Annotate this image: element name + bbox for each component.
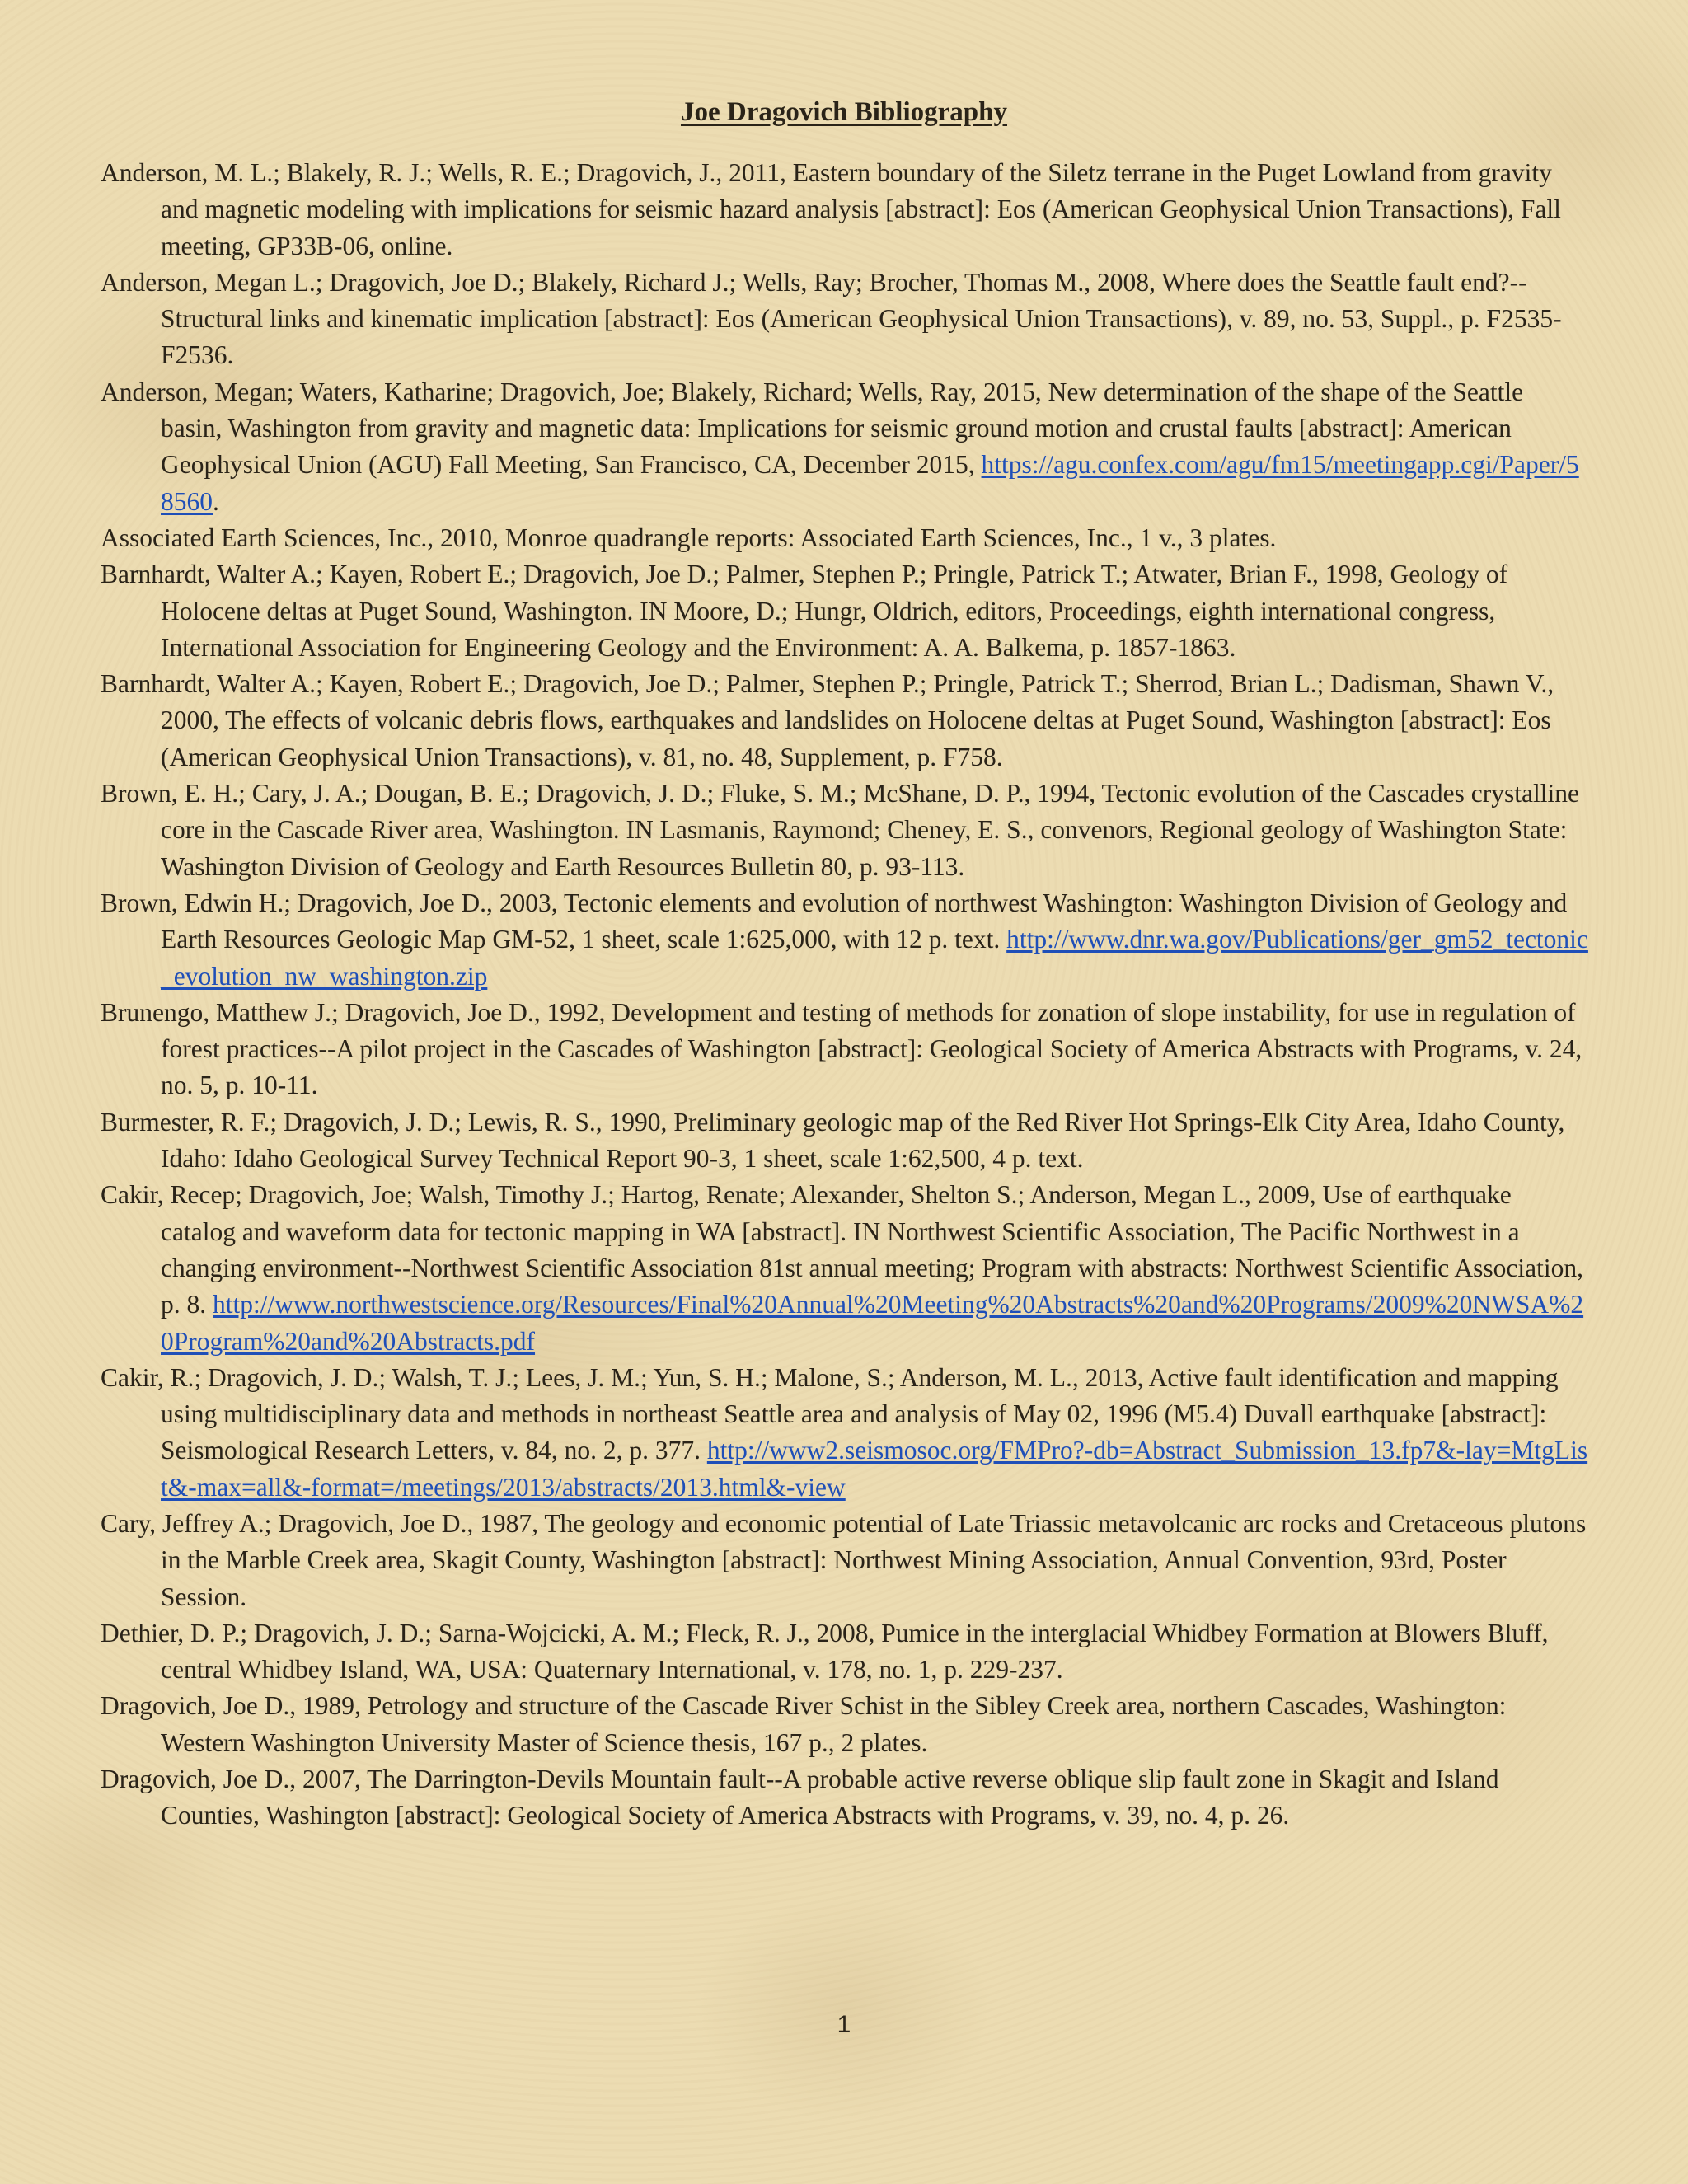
bibliography-entry xyxy=(101,885,1591,995)
bibliography-entry xyxy=(101,1506,1591,1615)
entry-text: Associated Earth Sciences, Inc., 2010, Monroe quadrangle reports: Associated Earth Sciences, Inc., 1 v., 3 plates. xyxy=(101,523,1277,552)
bibliography-entry xyxy=(101,374,1591,520)
entry-link[interactable]: http://www2.seismosoc.org/FMPro?-db=Abstract_Submission_13.fp7&-lay=MtgList&-max=all&-format=/meetings/2013/abstracts/2013.html&-view xyxy=(161,1436,1588,1502)
bibliography-entry xyxy=(101,520,1591,556)
bibliography-entry xyxy=(101,1177,1591,1359)
bibliography-entry xyxy=(101,776,1591,885)
bibliography-entry xyxy=(101,1104,1591,1178)
entry-text: Dethier, D. P.; Dragovich, J. D.; Sarna-Wojcicki, A. M.; Fleck, R. J., 2008, Pumice in the interglacial Whidbey Formation at Blowers Bluff, central Whidbey Island, WA, USA: Quaternary International, v. 178, no. 1, p. 229-237. xyxy=(101,1618,1549,1685)
entry-text: Anderson, M. L.; Blakely, R. J.; Wells, R. E.; Dragovich, J., 2011, Eastern boundary of the Siletz terrane in the Puget Lowland from gravity and magnetic modeling with implications for seismic hazard analysis [abstract]: Eos (American Geophysical Union Transactions), Fall meeting, GP33B-06, online. xyxy=(101,158,1561,260)
entry-trailing-text: . xyxy=(213,486,219,516)
bibliography-entry xyxy=(101,995,1591,1104)
entry-text: Barnhardt, Walter A.; Kayen, Robert E.; Dragovich, Joe D.; Palmer, Stephen P.; Pringle, Patrick T.; Sherrod, Brian L.; Dadisman, Shawn V., 2000, The effects of volcanic debris flows, earthquakes and landslides on Holocene deltas at Puget Sound, Washington [abstract]: Eos (American Geophysical Union Transactions), v. 81, no. 48, Supplement, p. F758. xyxy=(101,669,1554,771)
bibliography-entry xyxy=(101,265,1591,374)
entry-text: Barnhardt, Walter A.; Kayen, Robert E.; Dragovich, Joe D.; Palmer, Stephen P.; Pringle, Patrick T.; Atwater, Brian F., 1998, Geology of Holocene deltas at Puget Sound, Washington. IN Moore, D.; Hungr, Oldrich, editors, Proceedings, eighth international congress, International Association for Engineering Geology and the Environment: A. A. Balkema, p. 1857-1863. xyxy=(101,560,1508,662)
entry-text: Brown, Edwin H.; Dragovich, Joe D., 2003, Tectonic elements and evolution of northwest Washington: Washington Division of Geology and Earth Resources Geologic Map GM-52, 1 sheet, scale 1:625,000, with 12 p. text. xyxy=(101,888,1568,954)
entry-text: Dragovich, Joe D., 2007, The Darrington-Devils Mountain fault--A probable active reverse oblique slip fault zone in Skagit and Island Counties, Washington [abstract]: Geological Society of America Abstracts with Programs, v. 39, no. 4, p. 26. xyxy=(101,1765,1499,1830)
bibliography-entry xyxy=(101,556,1591,666)
entry-text: Anderson, Megan; Waters, Katharine; Dragovich, Joe; Blakely, Richard; Wells, Ray, 2015, New determination of the shape of the Seattle basin, Washington from gravity and magnetic data: Implications for seismic ground motion and crustal faults [abstract]: American Geophysical Union (AGU) Fall Meeting, San Francisco, CA, December 2015, xyxy=(101,377,1524,480)
bibliography-entry xyxy=(101,1688,1591,1761)
entry-text: Cary, Jeffrey A.; Dragovich, Joe D., 1987, The geology and economic potential of Late Triassic metavolcanic arc rocks and Cretaceous plutons in the Marble Creek area, Skagit County, Washington [abstract]: Northwest Mining Association, Annual Convention, 93rd, Poster Session. xyxy=(101,1508,1587,1611)
entry-text: Cakir, Recep; Dragovich, Joe; Walsh, Timothy J.; Hartog, Renate; Alexander, Shelton S.; Anderson, Megan L., 2009, Use of earthquake catalog and waveform data for tectonic mapping in WA [abstract]. IN Northwest Scientific Association, The Pacific Northwest in a changing environment--Northwest Scientific Association 81st annual meeting; Program with abstracts: Northwest Scientific Association, p. 8. xyxy=(101,1180,1584,1319)
entry-text: Brown, E. H.; Cary, J. A.; Dougan, B. E.; Dragovich, J. D.; Fluke, S. M.; McShane, D. P., 1994, Tectonic evolution of the Cascades crystalline core in the Cascade River area, Washington. IN Lasmanis, Raymond; Cheney, E. S., convenors, Regional geology of Washington State: Washington Division of Geology and Earth Resources Bulletin 80, p. 93-113. xyxy=(101,779,1579,881)
entry-link[interactable]: http://www.dnr.wa.gov/Publications/ger_gm52_tectonic_evolution_nw_washington.zip xyxy=(161,925,1588,991)
bibliography-list xyxy=(101,155,1591,1835)
bibliography-entry xyxy=(101,1615,1591,1689)
page-number: 1 xyxy=(837,2011,851,2038)
entry-link[interactable]: https://agu.confex.com/agu/fm15/meetingapp.cgi/Paper/58560 xyxy=(161,450,1579,516)
entry-text: Cakir, R.; Dragovich, J. D.; Walsh, T. J.; Lees, J. M.; Yun, S. H.; Malone, S.; Anderson, M. L., 2013, Active fault identification and mapping using multidisciplinary data and methods in northeast Seattle area and analysis of May 02, 1996 (M5.4) Duvall earthquake [abstract]: Seismological Research Letters, v. 84, no. 2, p. 377. xyxy=(101,1362,1559,1465)
bibliography-entry xyxy=(101,1360,1591,1506)
entry-text: Dragovich, Joe D., 1989, Petrology and structure of the Cascade River Schist in the Sibley Creek area, northern Cascades, Washington: Western Washington University Master of Science thesis, 167 p., 2 plates. xyxy=(101,1691,1507,1757)
bibliography-entry xyxy=(101,666,1591,776)
bibliography-entry xyxy=(101,1761,1591,1835)
bibliography-entry xyxy=(101,155,1591,265)
entry-text: Burmester, R. F.; Dragovich, J. D.; Lewis, R. S., 1990, Preliminary geologic map of the Red River Hot Springs-Elk City Area, Idaho County, Idaho: Idaho Geological Survey Technical Report 90-3, 1 sheet, scale 1:62,500, 4 p. text. xyxy=(101,1107,1565,1174)
entry-text: Anderson, Megan L.; Dragovich, Joe D.; Blakely, Richard J.; Wells, Ray; Brocher, Thomas M., 2008, Where does the Seattle fault end?--Structural links and kinematic implication [abstract]: Eos (American Geophysical Union Transactions), v. 89, no. 53, Suppl., p. F2535-F2536. xyxy=(101,267,1562,370)
entry-link[interactable]: http://www.northwestscience.org/Resources/Final%20Annual%20Meeting%20Abstracts%20and%20Programs/2009%20NWSA%20Program%20and%20Abstracts.pdf xyxy=(161,1290,1584,1356)
entry-text: Brunengo, Matthew J.; Dragovich, Joe D., 1992, Development and testing of methods for zonation of slope instability, for use in regulation of forest practices--A pilot project in the Cascades of Washington [abstract]: Geological Society of America Abstracts with Programs, v. 24, no. 5, p. 10-11. xyxy=(101,997,1582,1100)
page-title: Joe Dragovich Bibliography xyxy=(680,97,1008,127)
